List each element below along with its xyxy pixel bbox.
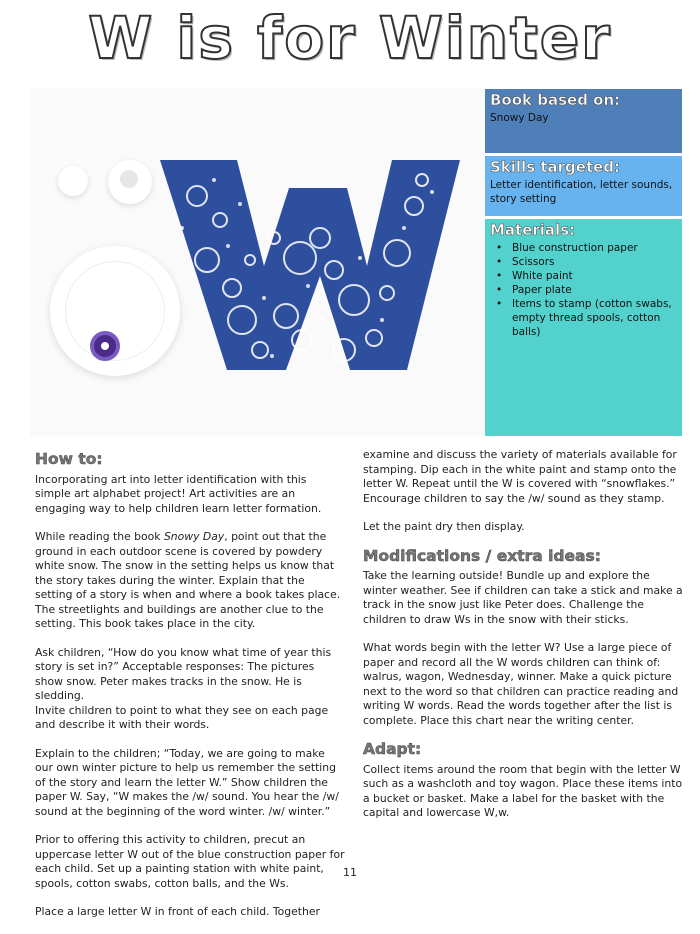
paragraph: Take the learning outside! Bundle up and explore the winter weather. See if children can take a stick and make a track in the snow just like Peter does. Challenge the children to draw Ws in the snow with their sticks. xyxy=(363,569,683,626)
list-item: • Scissors xyxy=(490,255,677,269)
modifications-heading: Modifications / extra ideas: xyxy=(363,546,601,565)
paragraph: Place a large letter W in front of each child. Together xyxy=(35,905,320,918)
list-item: • Paper plate xyxy=(490,283,677,297)
list-item: • Blue construction paper xyxy=(490,241,677,255)
page-title: W is for Winter xyxy=(88,4,612,72)
skills-box xyxy=(485,156,682,216)
book-heading: Book based on: xyxy=(490,91,621,109)
materials-box xyxy=(485,219,682,436)
paragraph: Incorporating art into letter identification with this simple art alphabet project! Art activities are an engaging way to help children learn letter formation. xyxy=(35,472,322,515)
adapt-heading: Adapt: xyxy=(363,740,422,758)
paragraph: What words begin with the letter W? Use a large piece of paper and record all the W words children can think of: walrus, wagon, Wednesday, winner. Make a quick picture next to the word so that children can practice reading and writing W words. Read the words together after the list is complete. Place this chart near the writing center. xyxy=(363,641,679,727)
skills-text: Letter identification, letter sounds, story setting xyxy=(490,179,673,205)
paragraph: Let the paint dry then display. xyxy=(363,520,525,533)
list-item: • White paint xyxy=(490,269,677,283)
how-to-heading: How to: xyxy=(35,450,103,468)
page-number: 11 xyxy=(343,866,357,879)
skills-heading: Skills targeted: xyxy=(490,158,621,176)
book-title: Snowy Day xyxy=(490,112,549,124)
left-column xyxy=(35,452,345,934)
paragraph: Explain to the children; “Today, we are going to make our own winter picture to help us remember the setting of the story and learn the letter W.” Show children the paper W. Say, “W makes the /w/ sound. You hear the /w/ sound at the beginning of the word winter. /w/ winter.” xyxy=(35,746,339,818)
materials-list xyxy=(490,241,677,339)
paragraph: While reading the book Snowy Day, point out that the ground in each outdoor scene is covered by powdery white snow. The snow in the setting helps us know that the story takes during the winter. Explain that the setting of a story is when and where a book takes place. The streetlights and buildings are another clue to the setting. This book takes place in the city. xyxy=(35,530,341,630)
list-item: • Items to stamp (cotton swabs, empty thread spools, cotton balls) xyxy=(490,297,677,339)
letter-w-artwork xyxy=(30,88,485,436)
materials-heading: Materials: xyxy=(490,221,576,239)
paragraph: Invite children to point to what they see on each page and describe it with their words. xyxy=(35,703,329,731)
paragraph: Collect items around the room that begin with the letter W such as a washcloth and toy wagon. Place these items into a bucket or basket. Make a label for the basket with the capital and lowercase W,w. xyxy=(363,762,683,819)
book-info-box xyxy=(485,89,682,153)
book-title-italic: Snowy Day xyxy=(163,530,225,543)
paragraph: Ask children, “How do you know what time of year this story is set in?” Acceptable responses: The pictures show snow. Peter makes tracks in the snow. He is sledding. xyxy=(35,645,332,702)
paragraph: examine and discuss the variety of materials available for stamping. Dip each in the white paint and stamp onto the letter W. Repeat until the W is covered with “snowflakes.” Encourage children to say the /w/ sound as they stamp. xyxy=(363,448,677,505)
paragraph: Prior to offering this activity to children, precut an uppercase letter W out of the blue construction paper for each child. Set up a painting station with white paint, spools, cotton swabs, cotton balls, and the Ws. xyxy=(35,833,345,890)
right-column xyxy=(363,448,683,835)
hero-photo xyxy=(30,88,485,436)
